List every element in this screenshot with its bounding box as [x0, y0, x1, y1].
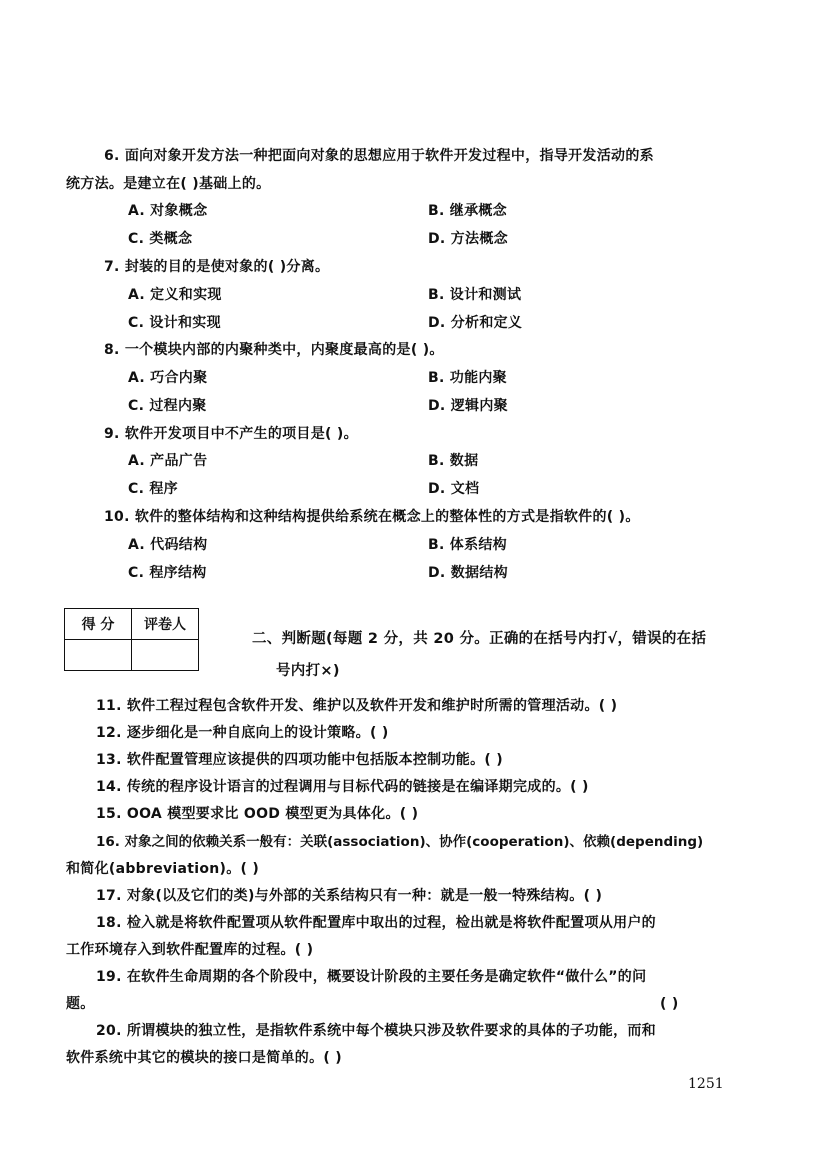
grader-cell[interactable] [132, 640, 199, 671]
question-7-option-c: C. 设计和实现 [128, 315, 221, 331]
question-17: 17. 对象(以及它们的类)与外部的关系结构只有一种：就是一般一特殊结构。( ) [96, 888, 603, 904]
question-20-line1: 20. 所谓模块的独立性，是指软件系统中每个模块只涉及软件要求的具体的子功能，而和 [96, 1023, 656, 1039]
question-8-option-d: D. 逻辑内聚 [428, 398, 508, 414]
question-15: 15. OOA 模型要求比 OOD 模型更为具体化。( ) [96, 806, 419, 822]
page-number: 1251 [688, 1076, 724, 1092]
score-box [64, 608, 199, 671]
question-8-option-c: C. 过程内聚 [128, 398, 207, 414]
section-2-title-line1: 二、判断题(每题 2 分，共 20 分。正确的在括号内打√，错误的在括 [252, 631, 707, 647]
question-10-option-a: A. 代码结构 [128, 537, 208, 553]
question-6-option-c: C. 类概念 [128, 231, 193, 247]
question-6-line1: 6. 面向对象开发方法一种把面向对象的思想应用于软件开发过程中，指导开发活动的系 [104, 148, 654, 164]
question-18-line2: 工作环境存入到软件配置库的过程。( ) [66, 942, 314, 958]
question-9-option-b: B. 数据 [428, 453, 479, 469]
section-2-title-line2: 号内打×) [276, 663, 340, 679]
question-7-option-b: B. 设计和测试 [428, 287, 522, 303]
question-9-option-d: D. 文档 [428, 481, 480, 497]
question-10-option-d: D. 数据结构 [428, 565, 508, 581]
question-14: 14. 传统的程序设计语言的过程调用与目标代码的链接是在编译期完成的。( ) [96, 779, 589, 795]
question-8-option-b: B. 功能内聚 [428, 370, 507, 386]
question-6-option-b: B. 继承概念 [428, 203, 507, 219]
question-19-line1: 19. 在软件生命周期的各个阶段中，概要设计阶段的主要任务是确定软件“做什么”的问 [96, 969, 647, 985]
question-10-option-b: B. 体系结构 [428, 537, 507, 553]
question-8-option-a: A. 巧合内聚 [128, 370, 208, 386]
question-19-line2: 题。 [66, 996, 95, 1012]
question-7-option-d: D. 分析和定义 [428, 315, 523, 331]
question-9-line1: 9. 软件开发项目中不产生的项目是( )。 [104, 426, 358, 442]
question-10-line1: 10. 软件的整体结构和这种结构提供给系统在概念上的整体性的方式是指软件的( )。 [104, 509, 640, 525]
question-9-option-c: C. 程序 [128, 481, 178, 497]
grader-label: 评卷人 [132, 609, 199, 640]
question-6-option-a: A. 对象概念 [128, 203, 208, 219]
question-6-line2: 统方法。是建立在( )基础上的。 [66, 176, 271, 192]
question-10-option-c: C. 程序结构 [128, 565, 207, 581]
score-label: 得 分 [65, 609, 132, 640]
question-19-answer-bracket: ( ) [660, 996, 679, 1012]
question-16-line2: 和简化(abbreviation)。( ) [66, 861, 260, 877]
question-6-option-d: D. 方法概念 [428, 231, 508, 247]
question-11: 11. 软件工程过程包含软件开发、维护以及软件开发和维护时所需的管理活动。( ) [96, 698, 618, 714]
question-13: 13. 软件配置管理应该提供的四项功能中包括版本控制功能。( ) [96, 752, 503, 768]
question-7-line1: 7. 封装的目的是使对象的( )分离。 [104, 259, 330, 275]
question-9-option-a: A. 产品广告 [128, 453, 208, 469]
question-8-line1: 8. 一个模块内部的内聚种类中，内聚度最高的是( )。 [104, 342, 444, 358]
question-18-line1: 18. 检入就是将软件配置项从软件配置库中取出的过程，检出就是将软件配置项从用户的 [96, 915, 656, 931]
question-20-line2: 软件系统中其它的模块的接口是简单的。( ) [66, 1050, 342, 1066]
question-7-option-a: A. 定义和实现 [128, 287, 222, 303]
score-cell[interactable] [65, 640, 132, 671]
question-12: 12. 逐步细化是一种自底向上的设计策略。( ) [96, 725, 389, 741]
question-16-line1: 16. 对象之间的依赖关系一般有：关联(association)、协作(cooperation)、依赖(depending) [96, 834, 704, 850]
